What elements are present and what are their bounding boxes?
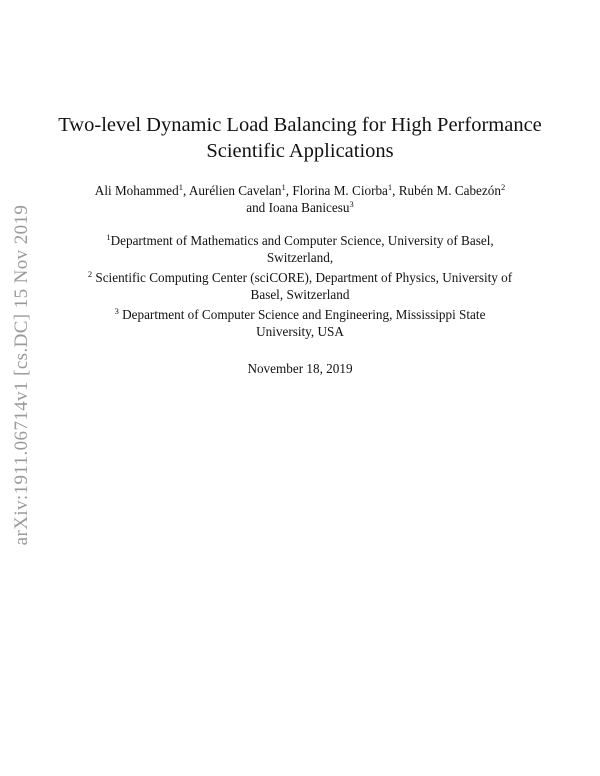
affiliation-mark: 1	[106, 232, 111, 242]
author-name: Aurélien Cavelan	[188, 183, 282, 198]
publication-date: November 18, 2019	[247, 361, 353, 376]
affiliation-mark: 3	[114, 306, 119, 316]
title-line-1: Two-level Dynamic Load Balancing for High Performance	[58, 114, 542, 136]
affiliation-line: Department of Mathematics and Computer Science, University of Basel,	[110, 233, 494, 248]
paper-title	[48, 112, 552, 164]
arxiv-sidebar-stamp	[4, 200, 40, 550]
affiliation	[48, 269, 552, 303]
author-name: Rubén M. Cabezón	[398, 183, 501, 198]
affiliation-line: Department of Computer Science and Engineering, Mississippi State	[122, 307, 486, 322]
affiliation-line: Basel, Switzerland	[250, 287, 350, 302]
author-affiliation-mark: 3	[349, 199, 354, 209]
author-affiliation-mark: 1	[387, 182, 393, 192]
affiliation-line: University, USA	[256, 324, 344, 339]
paper-title-page	[48, 112, 552, 377]
title-line-2: Scientific Applications	[206, 140, 394, 162]
author-affiliation-mark: 2	[500, 182, 506, 192]
affiliation	[48, 232, 552, 266]
affiliation	[48, 306, 552, 340]
affiliation-line: Switzerland,	[266, 250, 334, 265]
affiliation-mark: 2	[87, 269, 93, 279]
author-name: and Ioana Banicesu	[246, 200, 350, 215]
author-affiliation-mark: 1	[178, 182, 183, 192]
author-list: Ali Mohammed$^1$, Aurélien Cavelan$^1$, Florina M. Ciorba$^1$, Rubén M. Cabezón$^2$ and Ioana Banicesu$^3$	[94, 182, 506, 215]
arxiv-identifier: arXiv:1911.06714v1 [cs.DC] 15 Nov 2019	[11, 204, 32, 546]
affiliation-line: Scientific Computing Center (sciCORE), Department of Physics, University of	[95, 270, 513, 285]
author-affiliation-mark: 1	[281, 182, 286, 192]
author-name: Ali Mohammed	[94, 183, 179, 198]
author-name: Florina M. Ciorba	[292, 183, 388, 198]
